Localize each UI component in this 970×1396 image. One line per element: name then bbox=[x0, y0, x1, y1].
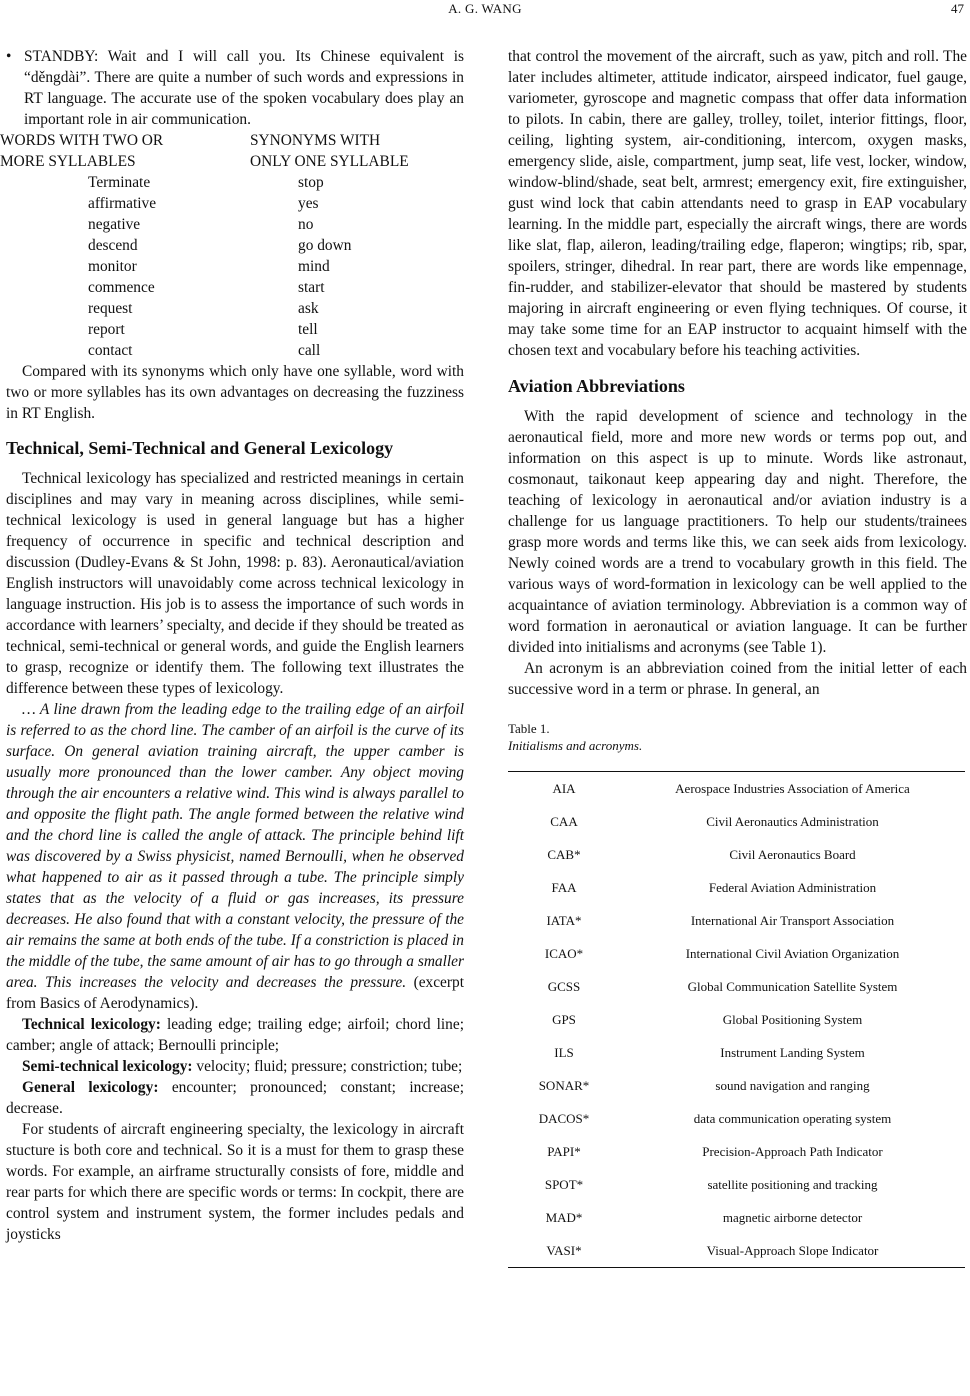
synonym-word-table bbox=[0, 130, 464, 361]
abbr-cell: ILS bbox=[554, 1045, 574, 1060]
word-table-row bbox=[6, 277, 464, 298]
short-word: start bbox=[298, 279, 325, 296]
full-name-cell: magnetic airborne detector bbox=[722, 1210, 863, 1225]
short-word: mind bbox=[298, 258, 330, 275]
long-word: monitor bbox=[88, 258, 137, 275]
general-terms: encounter; pronounced; constant; increase; decrease. bbox=[6, 1079, 464, 1117]
abbr-cell: VASI* bbox=[546, 1243, 582, 1258]
word-table-row bbox=[6, 319, 464, 340]
abbr-cell: GCSS bbox=[547, 979, 581, 994]
long-word: negative bbox=[88, 216, 141, 233]
full-name-cell: Aerospace Industries Association of America bbox=[675, 781, 910, 796]
long-word: commence bbox=[88, 279, 155, 296]
word-table-row bbox=[6, 340, 464, 361]
short-word: stop bbox=[298, 174, 324, 191]
full-name-cell: International Air Transport Association bbox=[690, 913, 895, 928]
technical-lexicology-list bbox=[6, 1014, 464, 1056]
full-name-cell: sound navigation and ranging bbox=[715, 1078, 870, 1093]
word-table-header bbox=[0, 130, 464, 151]
word-table-row bbox=[6, 256, 464, 277]
table-row bbox=[508, 1036, 965, 1069]
abbr-cell: IATA* bbox=[546, 913, 582, 928]
long-word: descend bbox=[88, 237, 138, 254]
table-row bbox=[508, 970, 965, 1003]
table-row bbox=[508, 805, 965, 838]
short-word: no bbox=[298, 216, 314, 233]
short-word: ask bbox=[298, 300, 319, 317]
abbr-cell: SONAR* bbox=[538, 1078, 590, 1093]
table-title: Initialisms and acronyms. bbox=[508, 738, 643, 753]
standby-bullet-text: STANDBY: Wait and I will call you. Its Chinese equivalent is “děngdài”. There are quite a number of such words and expressions in RT language. The accurate use of the spoken vocabulary does play an important role in air communication. bbox=[24, 48, 464, 128]
col2-head-line2: ONLY ONE SYLLABLE bbox=[250, 153, 409, 170]
semi-technical-lexicology-list bbox=[6, 1056, 464, 1077]
long-word: request bbox=[88, 300, 133, 317]
standby-bullet-item bbox=[6, 46, 464, 130]
table-caption bbox=[508, 720, 967, 754]
table-row bbox=[508, 1003, 965, 1036]
full-name-cell: data communication operating system bbox=[693, 1111, 892, 1126]
long-word: report bbox=[88, 321, 125, 338]
abbr-cell: CAB* bbox=[547, 847, 581, 862]
abbr-cell: GPS bbox=[552, 1012, 576, 1027]
full-name-cell: Federal Aviation Administration bbox=[708, 880, 877, 895]
technical-terms: leading edge; trailing edge; airfoil; chord line; camber; angle of attack; Bernoulli principle; bbox=[6, 1016, 464, 1054]
table-row bbox=[508, 1234, 965, 1268]
excerpt-italic-text: … A line drawn from the leading edge to the trailing edge of an airfoil is referred to as the chord line. The camber of an airfoil is the curve of its surface. On general aviation training aircraft, the upper camber is usually more pronounced than the lower camber. Any object moving through the air encounters a relative wind. This wind is always parallel to and opposite the flight path. The angle formed between the relative wind and the chord line is called the angle of attack. The principle behind lift was discovered by a Swiss physicist, named Bernoulli, when he observed what happened to air as it passed through a tube. The principle simply states that as the velocity of a fluid or gas increases, its pressure decreases. He also found that with a constant velocity, the pressure of the air remains the same at both ends of the tube. If a constriction is placed in the middle of the tube, the same amount of air has to go through a smaller area. This increases the velocity and decreases the pressure. bbox=[6, 701, 464, 991]
full-name-cell: Precision-Approach Path Indicator bbox=[702, 1144, 883, 1159]
paragraph-acronym: An acronym is an abbreviation coined from the initial letter of each successive word in a term or phrase. In general, an bbox=[508, 660, 967, 698]
short-word: yes bbox=[298, 195, 319, 212]
abbr-cell: DACOS* bbox=[538, 1111, 590, 1126]
bullet-dot-icon: • bbox=[6, 48, 12, 65]
full-name-cell: Global Positioning System bbox=[722, 1012, 863, 1027]
full-name-cell: Instrument Landing System bbox=[720, 1045, 865, 1060]
short-word: go down bbox=[298, 237, 352, 254]
full-name-cell: Civil Aeronautics Administration bbox=[706, 814, 879, 829]
table-row bbox=[508, 871, 965, 904]
paragraph-technical-lexicology: Technical lexicology has specialized and restricted meanings in certain disciplines and may vary in meaning across disciplines, while semi-technical lexicology is used in general language but has a higher frequency of occurrence in specific and technical description and discussion (Dudley-Evans & St John, 1998: p. 83). Aeronautical/aviation English instructors will unavoidably come across technical lexicology in language instruction. His job is to assess the importance of such words in accordance with learners’ specialty, and decide if they should be treated as technical, semi-technical or general words, and guide the English learners to grasp, recognize or identify them. The following text illustrates the difference between these types of lexicology. bbox=[6, 470, 464, 697]
right-column bbox=[508, 46, 967, 1268]
abbr-cell: PAPI* bbox=[547, 1144, 581, 1159]
abbr-cell: AIA bbox=[552, 781, 576, 796]
full-name-cell: Visual-Approach Slope Indicator bbox=[706, 1243, 879, 1258]
technical-label: Technical lexicology: bbox=[22, 1016, 161, 1033]
full-name-cell: International Civil Aviation Organization bbox=[685, 946, 900, 961]
full-name-cell: Civil Aeronautics Board bbox=[729, 847, 856, 862]
abbr-cell: CAA bbox=[550, 814, 578, 829]
table-row bbox=[508, 1168, 965, 1201]
abbr-cell: FAA bbox=[551, 880, 577, 895]
paragraph-rapid-development: With the rapid development of science and technology in the aeronautical field, more and more new words or terms pop out, and information on this aspect is up to minute. Words like astronaut, cosmonaut, taikonaut keep appearing day and night. Therefore, the teaching of lexicology in aeronautical and/or aviation industry is a challenge for us language practitioners. To help our students/trainees grasp more words and terms like this, we can seek aids from lexicology. Newly coined words are a trend to vocabulary growth in this field. The various ways of word-formation in lexicology can be well applied to the acquaintance of aviation terminology. Abbreviation is a common way of word formation in aeronautical or aviation language. It can be further divided into initialisms and acronyms (see Table 1). bbox=[508, 408, 967, 656]
section-heading-abbreviations: Aviation Abbreviations bbox=[508, 376, 685, 396]
abbr-cell: MAD* bbox=[545, 1210, 583, 1225]
word-table-header bbox=[0, 151, 464, 172]
abbr-cell: ICAO* bbox=[544, 946, 584, 961]
running-header bbox=[0, 0, 970, 20]
page-number: 47 bbox=[951, 1, 964, 16]
word-table-row bbox=[6, 193, 464, 214]
header-author: A. G. WANG bbox=[448, 1, 522, 16]
col1-head-line2: MORE SYLLABLES bbox=[0, 153, 136, 170]
section-heading-lexicology: Technical, Semi-Technical and General Lexicology bbox=[6, 438, 394, 458]
table-row bbox=[508, 1201, 965, 1234]
general-lexicology-list bbox=[6, 1077, 464, 1119]
semi-technical-label: Semi-technical lexicology: bbox=[22, 1058, 193, 1075]
excerpt-source: (excerpt from Basics of Aerodynamics). bbox=[6, 974, 464, 1012]
paragraph-compared: Compared with its synonyms which only have one syllable, word with two or more syllables has its own advantages on decreasing the fuzziness in RT English. bbox=[6, 363, 464, 422]
table-row bbox=[508, 904, 965, 937]
left-column bbox=[0, 46, 464, 1245]
table-row bbox=[508, 838, 965, 871]
table-label: Table 1. bbox=[508, 721, 550, 736]
table-row bbox=[508, 1102, 965, 1135]
short-word: tell bbox=[298, 321, 318, 338]
abbreviations-table bbox=[508, 771, 965, 1268]
long-word: affirmative bbox=[88, 195, 157, 212]
short-word: call bbox=[298, 342, 321, 359]
col2-head-line1: SYNONYMS WITH bbox=[250, 132, 381, 149]
general-label: General lexicology: bbox=[22, 1079, 159, 1096]
abbr-cell: SPOT* bbox=[544, 1177, 584, 1192]
table-row bbox=[508, 937, 965, 970]
table-row bbox=[508, 1069, 965, 1102]
full-name-cell: Global Communication Satellite System bbox=[687, 979, 898, 994]
aerodynamics-excerpt bbox=[6, 699, 464, 1014]
table-row bbox=[508, 772, 965, 806]
paragraph-continued: that control the movement of the aircraft, such as yaw, pitch and roll. The later includes altimeter, attitude indicator, airspeed indicator, fuel gauge, variometer, gyroscope and magnetic compass that offer data information to pilots. In cabin, there are galley, trolley, toilet, interior fittings, floor, ceiling, lighting system, air-conditioning, intercom, oxygen masks, emergency slide, aisle, compartment, jump seat, life vest, locker, window, window-blind/shade, seat belt, armrest; emergency exit, fire extinguisher, gust wind lock that cabin attendants need to grasp in EAP vocabulary learning. In the middle part, especially the aircraft wings, there are words like slat, flap, aileron, leading/trailing edge, flaperon; wingtips; rib, spar, spoilers, stringer, dihedral. In rear part, there are words like empennage, fin-rudder, and stabilizer-elevator that should be mastered by students majoring in aircraft engineering or even flying techniques. Of course, it may take some time for an EAP instructor to acquaint himself with the chosen text and vocabulary before his teaching activities. bbox=[508, 48, 967, 359]
long-word: Terminate bbox=[88, 174, 151, 191]
long-word: contact bbox=[88, 342, 133, 359]
full-name-cell: satellite positioning and tracking bbox=[707, 1177, 878, 1192]
table-row bbox=[508, 1135, 965, 1168]
word-table-row bbox=[6, 298, 464, 319]
word-table-row bbox=[6, 235, 464, 256]
paragraph-aircraft-students: For students of aircraft engineering specialty, the lexicology in aircraft stucture is both core and technical. So it is a must for them to grasp these words. For example, an airframe structurally consists of fore, middle and rear parts for which there are specific words or terms: In cockpit, there are control system and instrument system, the former includes pedals and joysticks bbox=[6, 1121, 464, 1243]
semi-technical-terms: velocity; fluid; pressure; constriction; tube; bbox=[196, 1058, 463, 1075]
word-table-row bbox=[6, 172, 464, 193]
word-table-row bbox=[6, 214, 464, 235]
col1-head-line1: WORDS WITH TWO OR bbox=[0, 132, 164, 149]
